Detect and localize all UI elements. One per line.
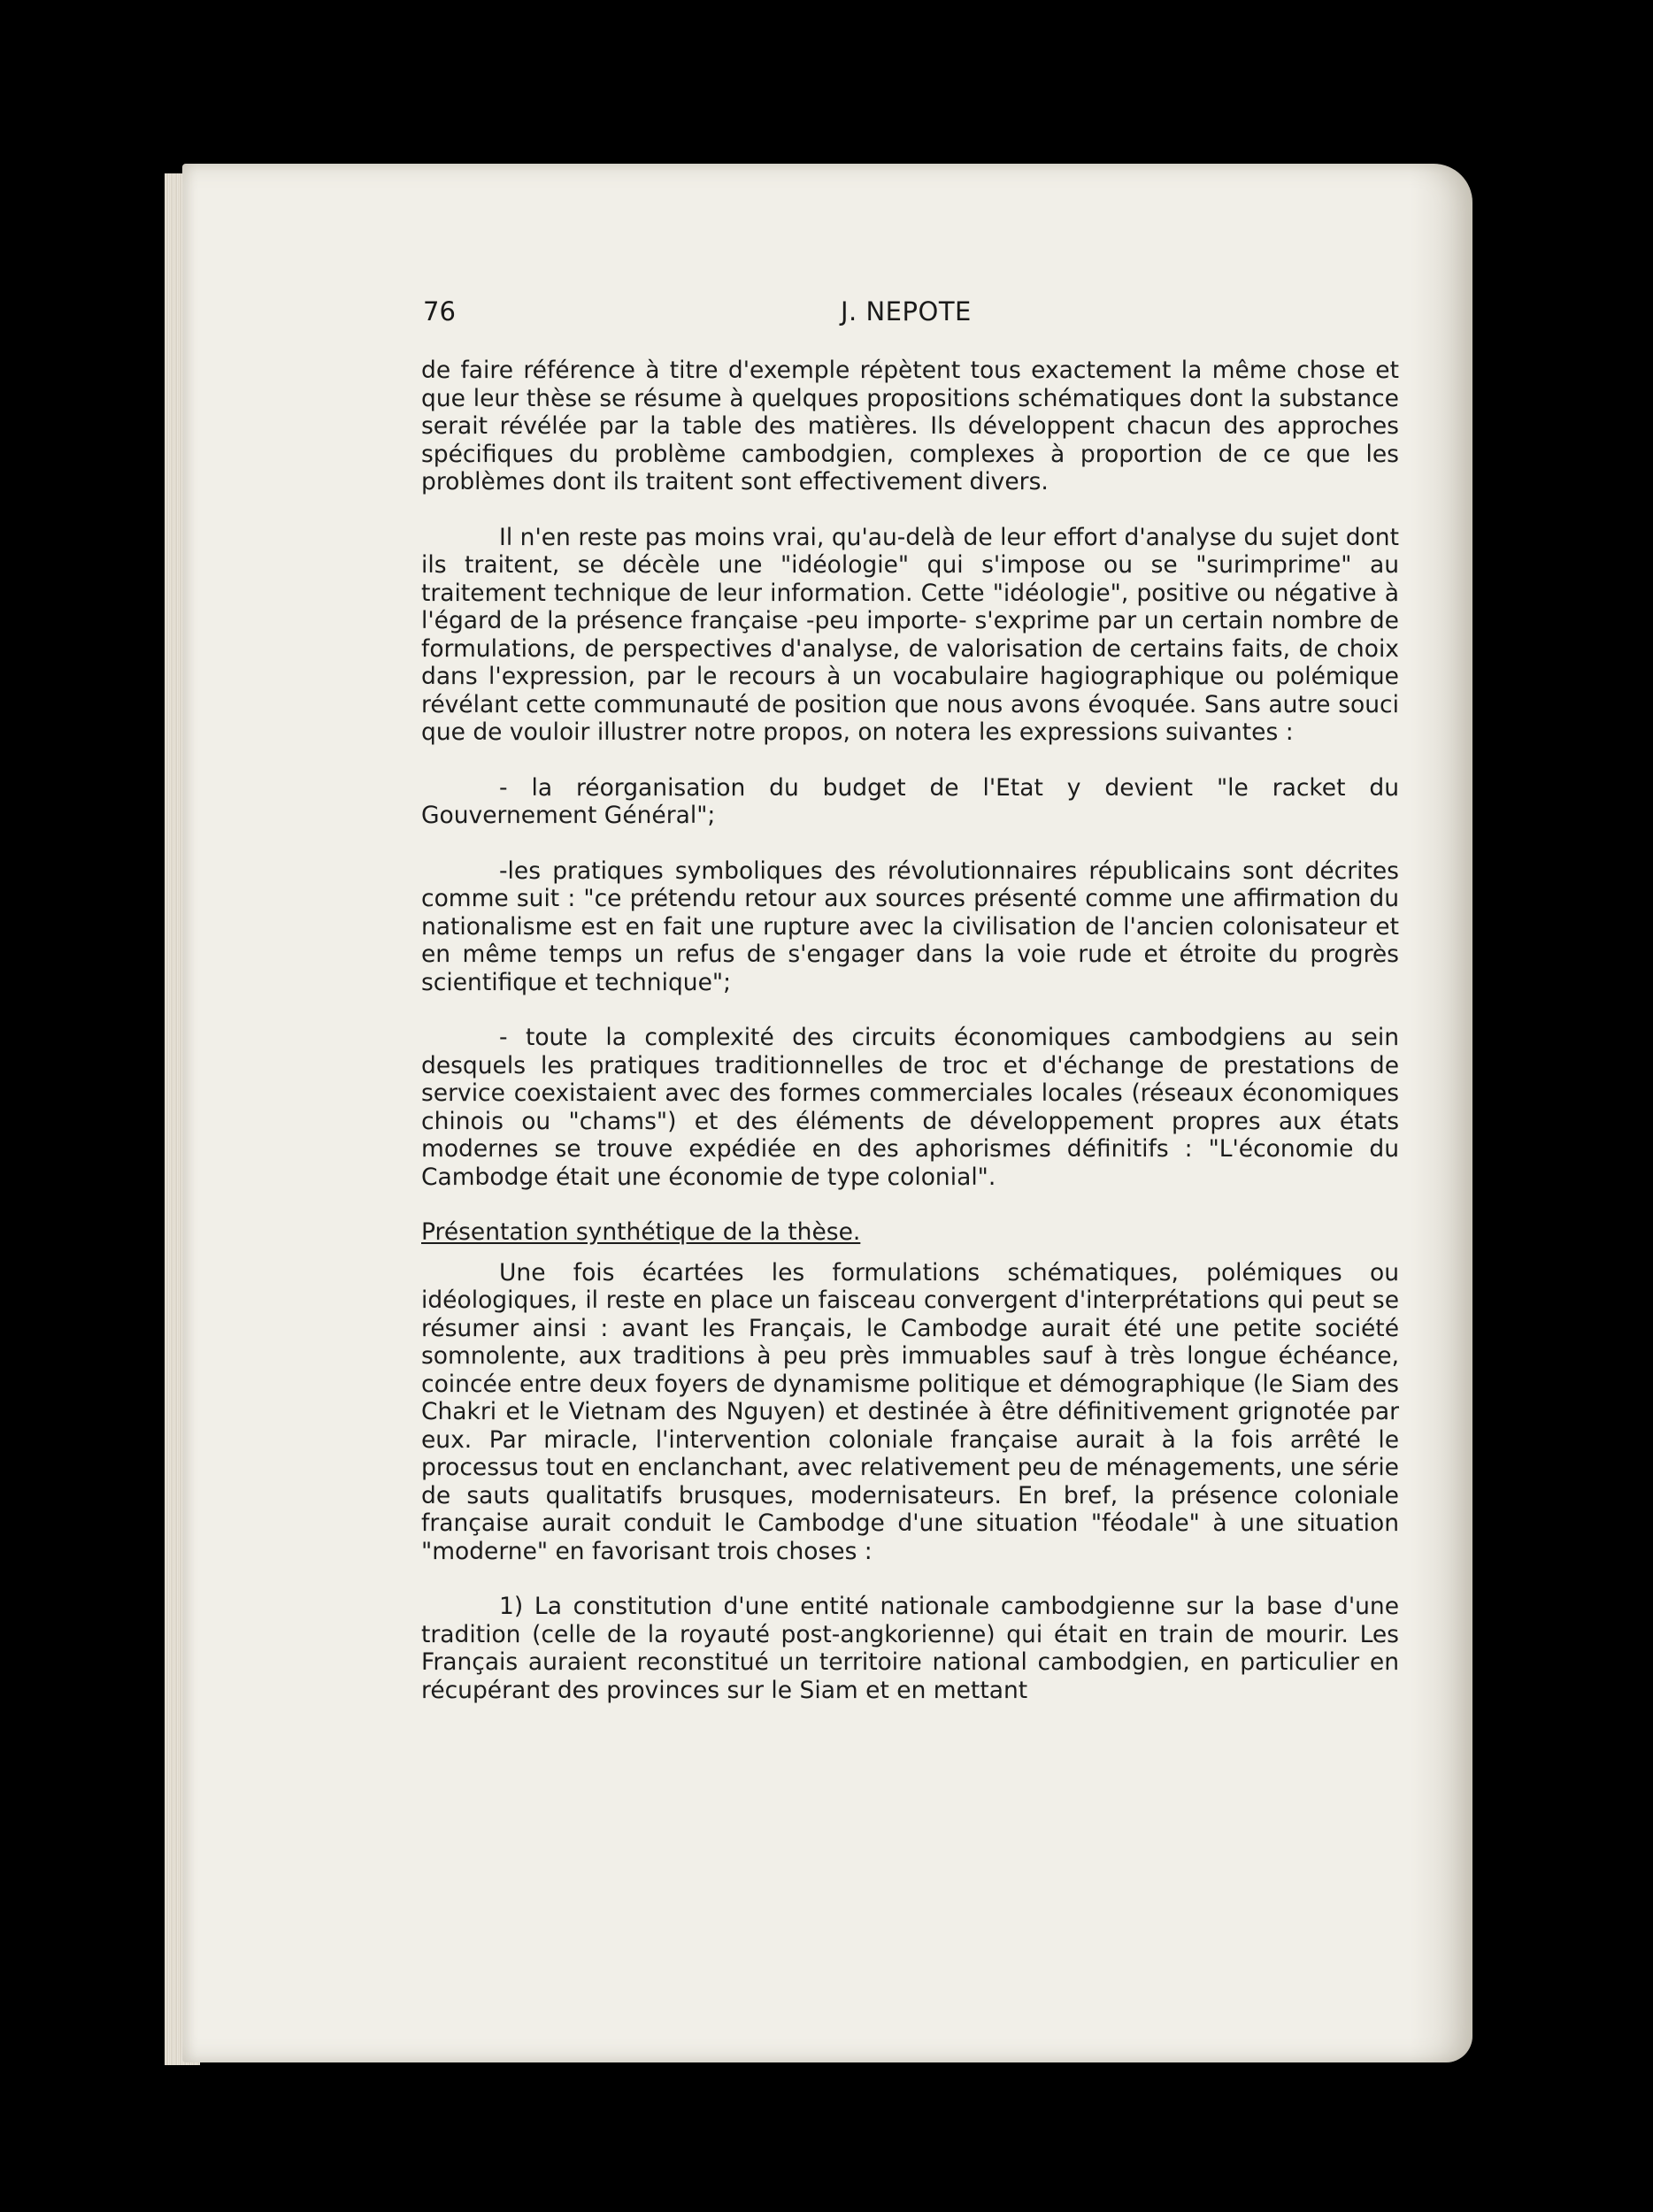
page-curl-shadow [1411,164,1472,2062]
paragraph-2: Il n'en reste pas moins vrai, qu'au-delà de leur effort d'analyse du sujet dont ils traitent, se décèle une "idéologie" qui s'impose ou se "surimprime" au traitement technique de leur information. Cette "idéologie", positive ou négative à l'égard de la présence française -peu importe- s'exprime par un certain nombre de formulations, de perspectives d'analyse, de valorisation de certains faits, de choix dans l'expression, par le recours à un vocabulaire hagiographique ou polémique révélant cette communauté de position que nous avons évoquée. Sans autre souci que de vouloir illustrer notre propos, on notera les expressions suivantes : [421,523,1399,746]
running-head-author: J. NEPOTE [841,296,972,326]
body-text [421,357,1399,1704]
paragraph-6-these: Une fois écartées les formulations schématiques, polémiques ou idéologiques, il reste en place un faisceau convergent d'interprétations qui peut se résumer ainsi : avant les Français, le Cambodge aurait été une petite société somnolente, aux traditions à peu près immuables sauf à très longue échéance, coincée entre deux foyers de dynamisme politique et démographique (le Siam des Chakri et le Vietnam des Nguyen) et destinée à être définitivement grignotée par eux. Par miracle, l'intervention coloniale française aurait à la fois arrêté le processus tout en enclanchant, avec relativement peu de ménagements, une série de sauts qualitatifs brusques, modernisateurs. En bref, la présence coloniale française aurait conduit le Cambodge d'une situation "féodale" à une situation "moderne" en favorisant trois choses : [421,1258,1399,1565]
paragraph-5-complexite: - toute la complexité des circuits économiques cambodgiens au sein desquels les pratiques traditionnelles de troc et d'échange de prestations de service coexistaient avec des formes commerciales locales (réseaux économiques chinois ou "chams") et des éléments de développement propres aux états modernes se trouve expédiée en des aphorismes définitifs : "L'économie du Cambodge était une économie de type colonial". [421,1024,1399,1191]
page-header [239,296,1398,339]
paragraph-1: de faire référence à titre d'exemple répètent tous exactement la même chose et que leur thèse se résume à quelques propositions schématiques dont la substance serait révélée par la table des matières. Ils développent chacun des approches spécifiques du problème cambodgien, complexes à proportion de ce que les problèmes dont ils traitent sont effectivement divers. [421,357,1399,495]
paragraph-4-pratiques: -les pratiques symboliques des révolutionnaires républicains sont décrites comme suit : "ce prétendu retour aux sources présenté comme une affirmation du nationalisme est en fait une rupture avec la civilisation de l'ancien colonisateur et en même temps un refus de s'engager dans la voie rude et étroite du progrès scientifique et technique"; [421,856,1399,996]
section-title: Présentation synthétique de la thèse. [421,1218,861,1246]
page-number: 76 [423,296,456,326]
paragraph-3-budget: - la réorganisation du budget de l'Etat y devient "le racket du Gouvernement Général"; [421,773,1399,829]
paragraph-7-constitution: 1) La constitution d'une entité nationale cambodgienne sur la base d'une tradition (celle de la royauté post-angkorienne) qui était en train de mourir. Les Français auraient reconstitué un territoire national cambodgien, en particulier en récupérant des provinces sur le Siam et en mettant [421,1593,1399,1704]
